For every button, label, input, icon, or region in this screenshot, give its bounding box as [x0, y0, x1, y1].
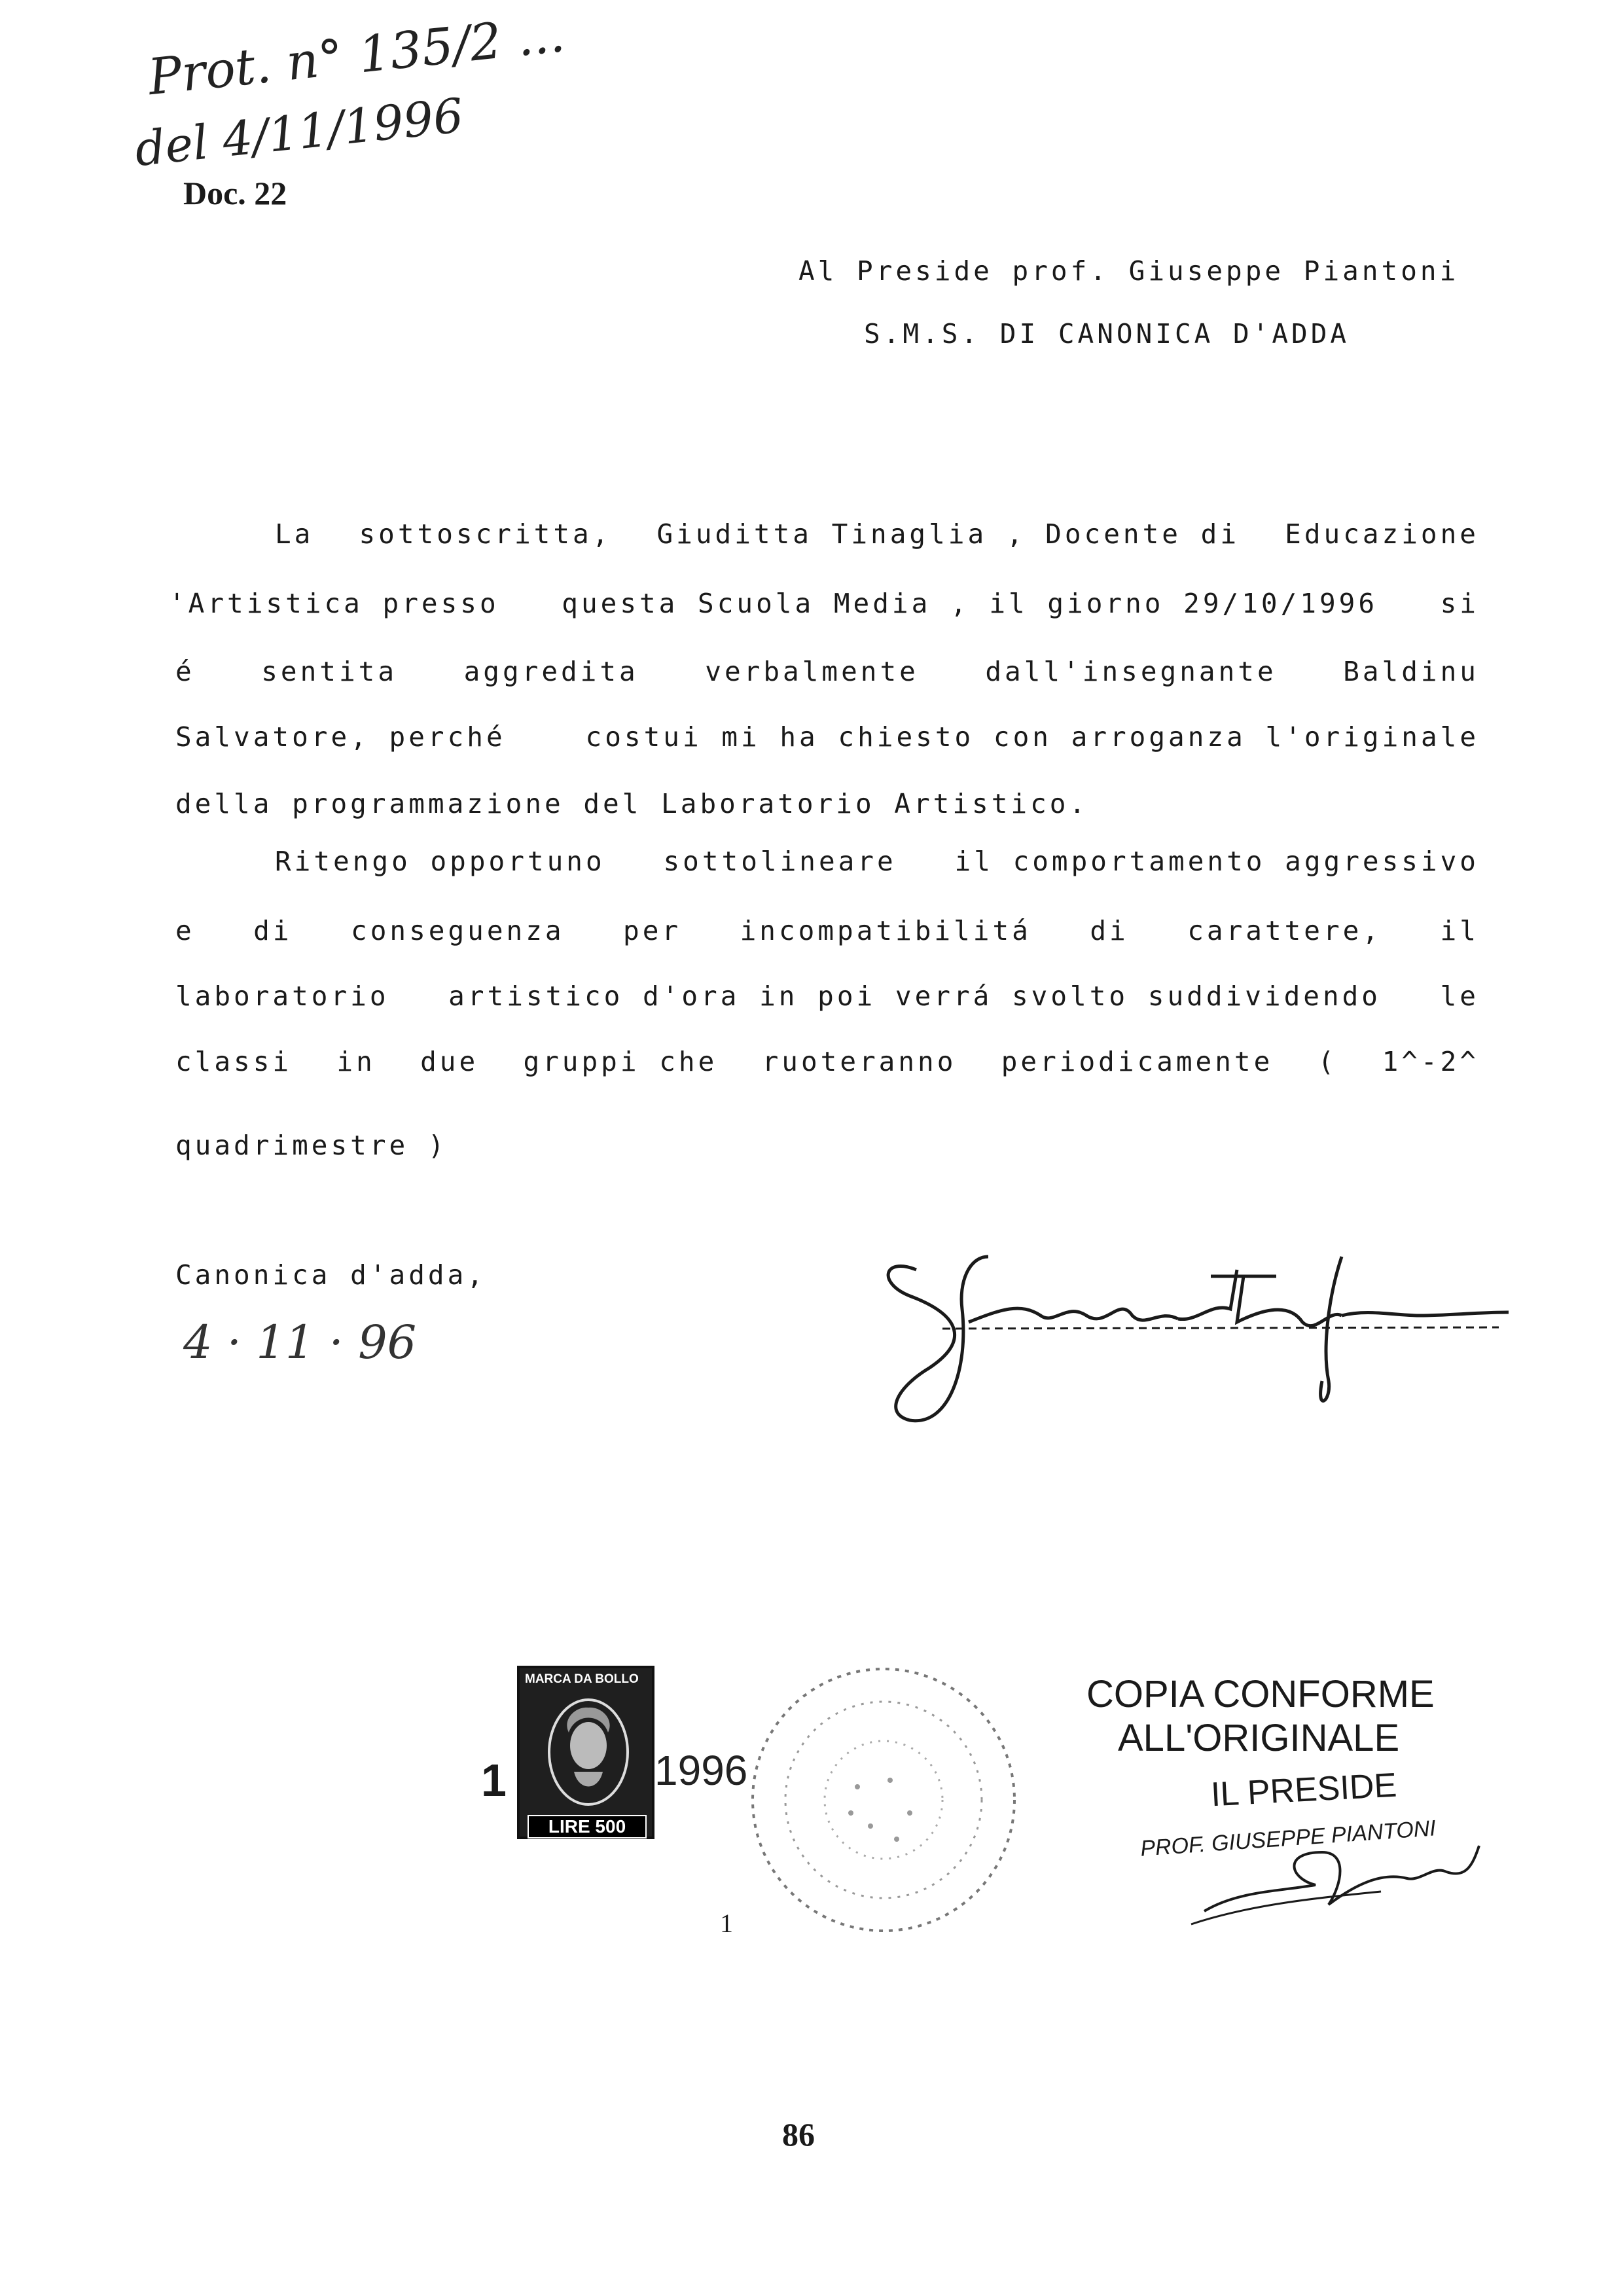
school-seal	[740, 1656, 1028, 1944]
body-p2-line2	[175, 915, 1479, 946]
place-label: Canonica d'adda,	[175, 1259, 486, 1291]
il-preside: IL PRESIDE	[1209, 1766, 1398, 1814]
word: laboratorio	[175, 980, 389, 1012]
signature-teacher	[870, 1230, 1512, 1440]
revenue-stamp	[517, 1666, 654, 1839]
protocol-note-line1: Prot. n° 135/2 ...	[145, 4, 567, 107]
word: questa Scuola Media , il giorno 29/10/1996	[562, 588, 1378, 619]
body-p1-line5: della programmazione del Laboratorio Artistico.	[175, 788, 1089, 819]
handwritten-date: 4 · 11 · 96	[183, 1316, 417, 1369]
word: Baldinu	[1343, 656, 1479, 687]
word: costui mi ha chiesto con arroganza l'originale	[585, 721, 1479, 753]
date-stamp-year: 1996	[654, 1747, 748, 1794]
word: gruppi che	[523, 1046, 718, 1077]
word: periodicamente	[1001, 1046, 1274, 1077]
copia-conforme-line1: COPIA CONFORME	[1086, 1673, 1435, 1715]
recipient-line1: Al Preside prof. Giuseppe Piantoni	[798, 255, 1460, 287]
body-p1-line1	[275, 518, 1479, 550]
word: aggredita	[463, 656, 639, 687]
date-stamp-prefix: 1	[481, 1755, 507, 1806]
doc-label: Doc. 22	[183, 175, 287, 211]
copia-conforme-line2: ALL'ORIGINALE	[1118, 1717, 1400, 1759]
word: verbalmente	[705, 656, 919, 687]
word: sottoscritta,	[359, 518, 612, 550]
word: classi	[175, 1046, 293, 1077]
word: dall'insegnante	[985, 656, 1277, 687]
body-p2-line1	[275, 846, 1479, 877]
word: incompatibilitá	[740, 915, 1031, 946]
body-p1-line2	[169, 588, 1479, 619]
body-p2-line5: quadrimestre )	[175, 1130, 448, 1161]
body-p2-line4	[175, 1046, 1479, 1077]
word: artistico d'ora in poi verrá svolto suddividendo	[448, 980, 1381, 1012]
word: 'Artistica presso	[169, 588, 499, 619]
recipient-line2: S.M.S. DI CANONICA D'ADDA	[864, 318, 1350, 350]
body-p2-line3	[175, 980, 1479, 1012]
page-mark: 1	[720, 1909, 733, 1938]
word: due	[420, 1046, 479, 1077]
head-portrait-icon	[543, 1693, 634, 1811]
revenue-stamp-label: MARCA DA BOLLO	[525, 1672, 639, 1686]
word: di	[253, 915, 293, 946]
preside-name: PROF. GIUSEPPE PIANTONI	[1139, 1816, 1437, 1861]
word: in	[336, 1046, 376, 1077]
word: il comportamento aggressivo	[954, 846, 1479, 877]
word: le	[1440, 980, 1479, 1012]
protocol-note-line2: del 4/11/1996	[132, 87, 466, 177]
word: (	[1317, 1046, 1338, 1077]
body-p1-line4	[175, 721, 1479, 753]
revenue-stamp-value: LIRE 500	[528, 1815, 647, 1839]
body-p1-line3	[175, 656, 1479, 687]
signature-preside	[1185, 1813, 1486, 1931]
word: sentita	[261, 656, 398, 687]
word: 1^-2^	[1382, 1046, 1479, 1077]
word: e	[175, 915, 195, 946]
word: carattere,	[1187, 915, 1382, 946]
word: Educazione	[1285, 518, 1479, 550]
word: conseguenza	[351, 915, 565, 946]
page-number: 86	[782, 2116, 815, 2153]
word: si	[1440, 588, 1479, 619]
word: di	[1090, 915, 1129, 946]
word: La	[275, 518, 314, 550]
word: sottolineare	[663, 846, 897, 877]
word: il	[1440, 915, 1479, 946]
word: Salvatore, perché	[175, 721, 506, 753]
word: é	[175, 656, 195, 687]
word: Ritengo opportuno	[275, 846, 605, 877]
word: Giuditta Tinaglia , Docente di	[656, 518, 1240, 550]
word: per	[623, 915, 682, 946]
word: ruoteranno	[762, 1046, 957, 1077]
